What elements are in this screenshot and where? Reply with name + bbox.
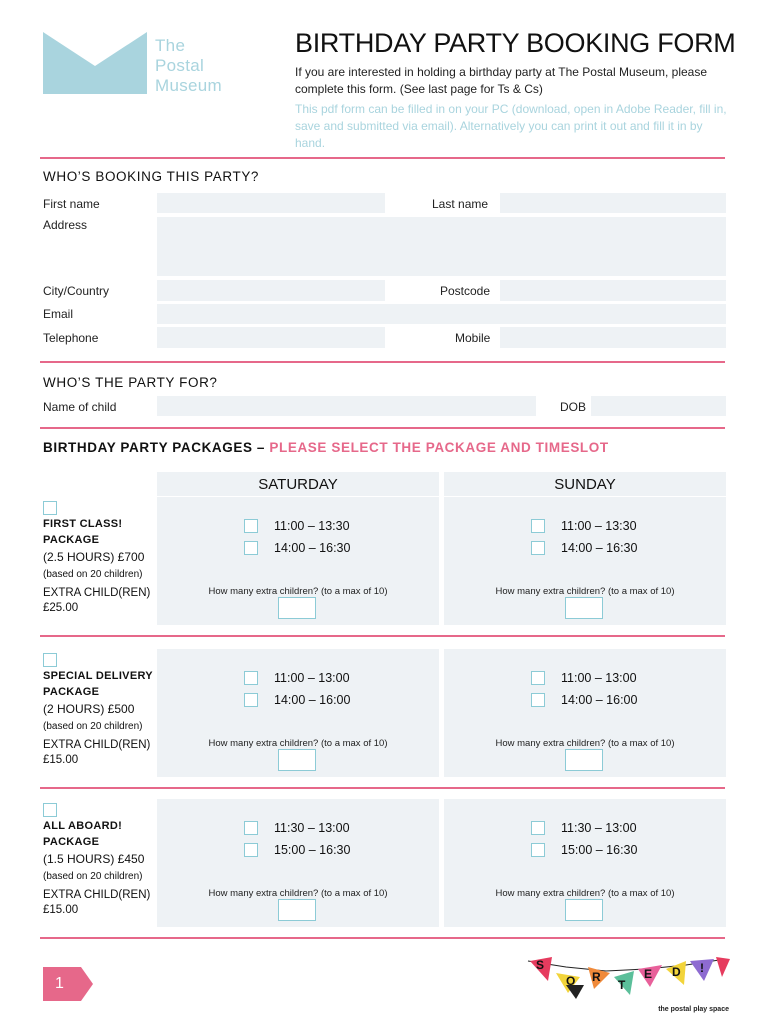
party-for-section-heading: WHO’S THE PARTY FOR? bbox=[43, 375, 218, 390]
package-based-on: (based on 20 children) bbox=[43, 569, 143, 580]
intro-text: If you are interested in holding a birthday party at The Postal Museum, please complete this form. (See last page for Ts & Cs) bbox=[295, 65, 708, 96]
sunday-extra-children-input[interactable] bbox=[565, 597, 603, 619]
packages-heading-highlight: PLEASE SELECT THE PACKAGE AND TIMESLOT bbox=[269, 440, 609, 455]
saturday-extra-children-question: How many extra children? (to a max of 10) bbox=[208, 586, 388, 597]
page-tab-shape bbox=[43, 967, 93, 1001]
postcode-label: Postcode bbox=[440, 284, 491, 298]
saturday-timeslot-label: 11:30 – 13:00 bbox=[274, 821, 350, 835]
extra-children-price: £25.00 bbox=[43, 602, 79, 614]
saturday-timeslot-checkbox[interactable] bbox=[244, 843, 258, 857]
email-field[interactable] bbox=[157, 304, 726, 324]
package-checkbox[interactable] bbox=[43, 803, 57, 817]
page-number-badge bbox=[43, 967, 93, 1001]
sorted-tagline: the postal play space bbox=[658, 1006, 729, 1013]
instructions-note: This pdf form can be filled in on your PC (download, open in Adobe Reader, fill in, save and submitted via email). Alternatively you can print it out and fill it in by hand. bbox=[295, 102, 727, 150]
sunday-timeslot-label: 14:00 – 16:00 bbox=[561, 693, 638, 707]
saturday-timeslot-label: 11:00 – 13:30 bbox=[274, 519, 350, 533]
page-title: BIRTHDAY PARTY BOOKING FORM bbox=[295, 28, 736, 58]
child-name-label: Name of child bbox=[43, 400, 117, 414]
sunday-timeslot-label: 11:00 – 13:30 bbox=[561, 519, 637, 533]
saturday-timeslot-checkbox[interactable] bbox=[244, 671, 258, 685]
sunday-timeslot-checkbox[interactable] bbox=[531, 541, 545, 555]
saturday-timeslot-label: 14:00 – 16:00 bbox=[274, 693, 351, 707]
section-divider bbox=[40, 427, 725, 429]
first-name-field[interactable] bbox=[157, 193, 385, 213]
saturday-timeslot-checkbox[interactable] bbox=[244, 519, 258, 533]
saturday-timeslot-label: 15:00 – 16:30 bbox=[274, 843, 351, 857]
package-duration-price: (2 HOURS) £500 bbox=[43, 702, 135, 716]
last-name-label: Last name bbox=[432, 197, 489, 211]
package-based-on: (based on 20 children) bbox=[43, 871, 143, 882]
saturday-extra-children-question: How many extra children? (to a max of 10) bbox=[208, 738, 388, 749]
sunday-timeslot-checkbox[interactable] bbox=[531, 519, 545, 533]
saturday-column-header: SATURDAY bbox=[157, 472, 439, 496]
package-name-line-1: ALL ABOARD! bbox=[43, 820, 123, 832]
package-name-line-2: PACKAGE bbox=[43, 836, 100, 848]
package-duration-price: (2.5 HOURS) £700 bbox=[43, 550, 145, 564]
sunday-extra-children-input[interactable] bbox=[565, 899, 603, 921]
sunday-timeslot-label: 15:00 – 16:30 bbox=[561, 843, 638, 857]
last-name-field[interactable] bbox=[500, 193, 726, 213]
extra-children-label: EXTRA CHILD(REN) bbox=[43, 739, 151, 751]
sunday-timeslot-checkbox[interactable] bbox=[531, 843, 545, 857]
mobile-label: Mobile bbox=[455, 331, 491, 345]
package-name-line-2: PACKAGE bbox=[43, 534, 100, 546]
package-checkbox[interactable] bbox=[43, 501, 57, 515]
address-field[interactable] bbox=[157, 217, 726, 276]
sunday-timeslot-checkbox[interactable] bbox=[531, 693, 545, 707]
email-label: Email bbox=[43, 307, 74, 321]
sorted-letter: ! bbox=[700, 961, 704, 975]
saturday-timeslot-label: 11:00 – 13:00 bbox=[274, 671, 350, 685]
package-checkbox[interactable] bbox=[43, 653, 57, 667]
sorted-letter: T bbox=[618, 978, 626, 992]
saturday-timeslot-checkbox[interactable] bbox=[244, 821, 258, 835]
saturday-timeslot-checkbox[interactable] bbox=[244, 541, 258, 555]
extra-children-label: EXTRA CHILD(REN) bbox=[43, 587, 151, 599]
sunday-timeslot-label: 14:00 – 16:30 bbox=[561, 541, 638, 555]
logo-wordmark bbox=[155, 36, 222, 96]
postcode-field[interactable] bbox=[500, 280, 726, 301]
logo-line-2: Postal bbox=[155, 56, 205, 75]
telephone-field[interactable] bbox=[157, 327, 385, 348]
saturday-extra-children-input[interactable] bbox=[278, 597, 316, 619]
sorted-letter: E bbox=[644, 967, 653, 981]
dob-label: DOB bbox=[560, 400, 587, 414]
saturday-extra-children-question: How many extra children? (to a max of 10) bbox=[208, 888, 388, 899]
extra-children-price: £15.00 bbox=[43, 754, 79, 766]
sunday-extra-children-input[interactable] bbox=[565, 749, 603, 771]
extra-children-price: £15.00 bbox=[43, 904, 79, 916]
packages-heading-text: BIRTHDAY PARTY PACKAGES – bbox=[43, 440, 270, 455]
city-country-field[interactable] bbox=[157, 280, 385, 301]
section-divider bbox=[40, 361, 725, 363]
package-divider bbox=[40, 635, 725, 637]
package-divider bbox=[40, 787, 725, 789]
sorted-logo bbox=[526, 955, 731, 1015]
sunday-extra-children-question: How many extra children? (to a max of 10) bbox=[495, 738, 675, 749]
logo-line-1: The bbox=[155, 36, 186, 55]
sorted-letter: D bbox=[672, 965, 681, 979]
sunday-extra-children-question: How many extra children? (to a max of 10) bbox=[495, 888, 675, 899]
envelope-logo-icon bbox=[43, 32, 147, 94]
logo-line-3: Museum bbox=[155, 76, 222, 95]
sorted-letter: O bbox=[566, 974, 576, 988]
saturday-timeslot-checkbox[interactable] bbox=[244, 693, 258, 707]
section-divider bbox=[40, 157, 725, 159]
first-name-label: First name bbox=[43, 197, 100, 211]
package-duration-price: (1.5 HOURS) £450 bbox=[43, 852, 145, 866]
package-name-line-1: FIRST CLASS! bbox=[43, 518, 123, 530]
sunday-timeslot-label: 11:30 – 13:00 bbox=[561, 821, 637, 835]
sunday-extra-children-question: How many extra children? (to a max of 10) bbox=[495, 586, 675, 597]
extra-children-label: EXTRA CHILD(REN) bbox=[43, 889, 151, 901]
sunday-column-header: SUNDAY bbox=[444, 472, 726, 496]
sorted-letter: S bbox=[536, 958, 545, 972]
mobile-field[interactable] bbox=[500, 327, 726, 348]
telephone-label: Telephone bbox=[43, 331, 99, 345]
saturday-extra-children-input[interactable] bbox=[278, 749, 316, 771]
package-name-line-1: SPECIAL DELIVERY bbox=[43, 670, 153, 682]
sorted-letter: R bbox=[592, 970, 601, 984]
booker-section-heading: WHO’S BOOKING THIS PARTY? bbox=[43, 169, 260, 184]
city-country-label: City/Country bbox=[43, 284, 110, 298]
packages-section-heading bbox=[43, 440, 609, 455]
saturday-timeslot-label: 14:00 – 16:30 bbox=[274, 541, 351, 555]
sunday-timeslot-checkbox[interactable] bbox=[531, 671, 545, 685]
child-name-field[interactable] bbox=[157, 396, 536, 416]
sunday-timeslot-label: 11:00 – 13:00 bbox=[561, 671, 637, 685]
package-divider bbox=[40, 937, 725, 939]
address-label: Address bbox=[43, 218, 88, 232]
sunday-timeslot-checkbox[interactable] bbox=[531, 821, 545, 835]
saturday-extra-children-input[interactable] bbox=[278, 899, 316, 921]
package-based-on: (based on 20 children) bbox=[43, 721, 143, 732]
package-name-line-2: PACKAGE bbox=[43, 686, 100, 698]
page-number: 1 bbox=[55, 975, 64, 992]
dob-field[interactable] bbox=[591, 396, 726, 416]
postal-museum-logo bbox=[43, 32, 243, 102]
